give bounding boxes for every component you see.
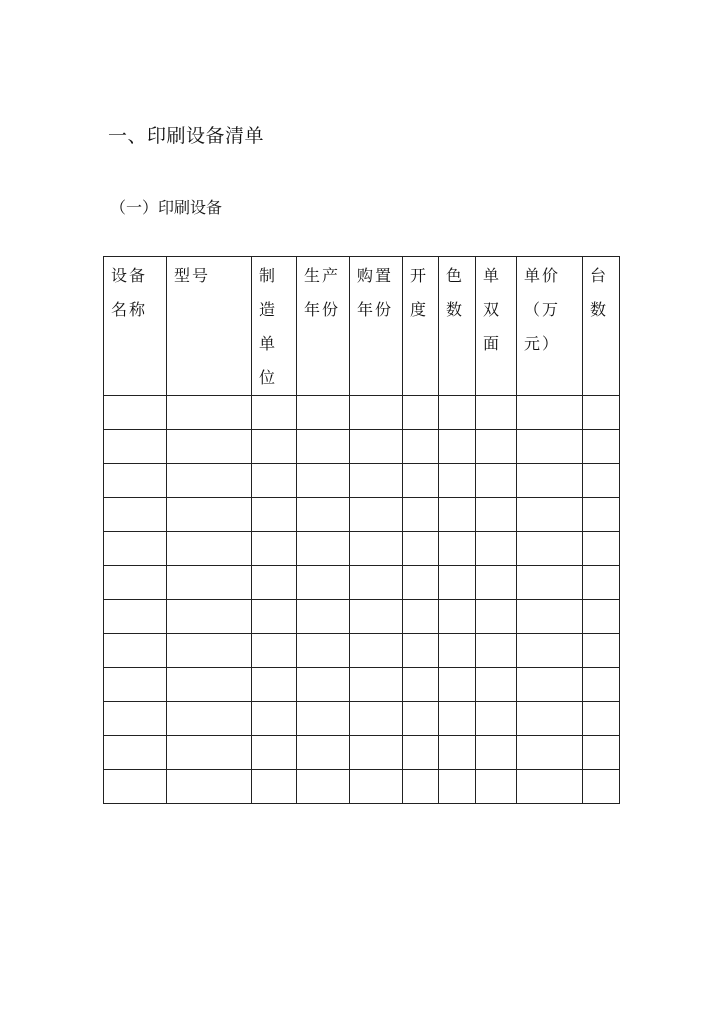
table-cell: [252, 498, 297, 532]
table-cell: [583, 600, 620, 634]
header-quantity: 台数: [583, 257, 620, 396]
table-cell: [350, 702, 403, 736]
table-cell: [476, 498, 517, 532]
table-cell: [403, 668, 439, 702]
table-cell: [252, 770, 297, 804]
table-cell: [252, 396, 297, 430]
table-cell: [517, 634, 583, 668]
table-cell: [167, 770, 252, 804]
table-cell: [476, 532, 517, 566]
table-cell: [517, 532, 583, 566]
table-cell: [403, 736, 439, 770]
table-row: [104, 702, 620, 736]
table-cell: [350, 396, 403, 430]
table-row: [104, 600, 620, 634]
table-cell: [403, 498, 439, 532]
table-cell: [167, 600, 252, 634]
table-cell: [104, 532, 167, 566]
header-colors: 色数: [439, 257, 476, 396]
table-cell: [104, 634, 167, 668]
table-cell: [167, 532, 252, 566]
table-cell: [104, 600, 167, 634]
table-cell: [350, 464, 403, 498]
table-cell: [252, 600, 297, 634]
table-cell: [252, 532, 297, 566]
table-cell: [583, 770, 620, 804]
header-purchase-year: 购置年份: [350, 257, 403, 396]
table-cell: [297, 532, 350, 566]
table-cell: [350, 668, 403, 702]
table-row: [104, 668, 620, 702]
table-cell: [104, 702, 167, 736]
table-cell: [403, 566, 439, 600]
table-cell: [476, 770, 517, 804]
table-cell: [167, 464, 252, 498]
table-cell: [517, 600, 583, 634]
table-cell: [167, 396, 252, 430]
table-cell: [476, 600, 517, 634]
table-cell: [297, 634, 350, 668]
table-cell: [403, 532, 439, 566]
table-row: [104, 464, 620, 498]
table-cell: [167, 566, 252, 600]
table-row: [104, 566, 620, 600]
table-cell: [104, 430, 167, 464]
table-cell: [476, 396, 517, 430]
table-cell: [350, 498, 403, 532]
table-cell: [104, 498, 167, 532]
table-row: [104, 498, 620, 532]
table-cell: [104, 396, 167, 430]
table-cell: [167, 430, 252, 464]
table-cell: [517, 498, 583, 532]
equipment-table: [103, 256, 620, 804]
table-header-row: [104, 257, 620, 396]
table-row: [104, 770, 620, 804]
table-cell: [403, 430, 439, 464]
table-cell: [297, 396, 350, 430]
subsection-title: （一）印刷设备: [110, 198, 223, 217]
table-cell: [403, 396, 439, 430]
table-cell: [403, 464, 439, 498]
table-cell: [583, 464, 620, 498]
header-sides: 单双面: [476, 257, 517, 396]
table-cell: [583, 668, 620, 702]
table-cell: [439, 532, 476, 566]
table-cell: [350, 634, 403, 668]
table-cell: [439, 464, 476, 498]
table-cell: [583, 498, 620, 532]
table-cell: [583, 430, 620, 464]
table-cell: [439, 600, 476, 634]
header-production-year: 生产年份: [297, 257, 350, 396]
table-cell: [439, 498, 476, 532]
table-cell: [439, 770, 476, 804]
table-cell: [167, 498, 252, 532]
table-cell: [252, 702, 297, 736]
table-cell: [297, 736, 350, 770]
table-cell: [517, 430, 583, 464]
table-cell: [104, 668, 167, 702]
table-cell: [252, 464, 297, 498]
table-cell: [167, 702, 252, 736]
table-cell: [583, 702, 620, 736]
table-cell: [583, 566, 620, 600]
table-cell: [517, 702, 583, 736]
table-row: [104, 532, 620, 566]
table-cell: [297, 770, 350, 804]
table-cell: [104, 736, 167, 770]
table-cell: [439, 634, 476, 668]
table-cell: [517, 464, 583, 498]
header-device-name: 设备名称: [104, 257, 167, 396]
table-cell: [439, 396, 476, 430]
table-cell: [350, 566, 403, 600]
table-cell: [476, 464, 517, 498]
table-cell: [517, 668, 583, 702]
table-cell: [583, 532, 620, 566]
table-cell: [476, 668, 517, 702]
table-cell: [476, 702, 517, 736]
table-cell: [252, 668, 297, 702]
table-cell: [297, 430, 350, 464]
table-cell: [104, 464, 167, 498]
table-cell: [403, 634, 439, 668]
section-title: 一、印刷设备清单: [108, 125, 265, 147]
table-cell: [517, 566, 583, 600]
table-cell: [517, 736, 583, 770]
table-row: [104, 430, 620, 464]
table-cell: [297, 668, 350, 702]
table-cell: [350, 600, 403, 634]
table-cell: [252, 430, 297, 464]
table-cell: [476, 566, 517, 600]
header-manufacturer: 制造单位: [252, 257, 297, 396]
table-cell: [476, 430, 517, 464]
table-cell: [403, 770, 439, 804]
table-cell: [297, 702, 350, 736]
table-row: [104, 396, 620, 430]
table-cell: [476, 634, 517, 668]
header-model: 型号: [167, 257, 252, 396]
table-cell: [167, 736, 252, 770]
table-cell: [297, 498, 350, 532]
table-cell: [104, 770, 167, 804]
table-cell: [350, 770, 403, 804]
table-cell: [403, 600, 439, 634]
table-cell: [583, 396, 620, 430]
table-cell: [476, 736, 517, 770]
table-cell: [297, 464, 350, 498]
table-cell: [104, 566, 167, 600]
table-cell: [517, 770, 583, 804]
table-cell: [167, 668, 252, 702]
table-cell: [252, 634, 297, 668]
table-cell: [297, 566, 350, 600]
table-cell: [297, 600, 350, 634]
table-cell: [439, 566, 476, 600]
table-cell: [583, 736, 620, 770]
table-cell: [403, 702, 439, 736]
table-cell: [252, 566, 297, 600]
table-row: [104, 736, 620, 770]
table-cell: [583, 634, 620, 668]
table-cell: [439, 430, 476, 464]
table-cell: [439, 736, 476, 770]
table-cell: [439, 702, 476, 736]
table-cell: [252, 736, 297, 770]
header-unit-price: 单价（万元）: [517, 257, 583, 396]
table-cell: [517, 396, 583, 430]
table-cell: [439, 668, 476, 702]
table-cell: [350, 736, 403, 770]
table-cell: [350, 430, 403, 464]
header-format: 开度: [403, 257, 439, 396]
table-row: [104, 634, 620, 668]
table-cell: [350, 532, 403, 566]
table-cell: [167, 634, 252, 668]
